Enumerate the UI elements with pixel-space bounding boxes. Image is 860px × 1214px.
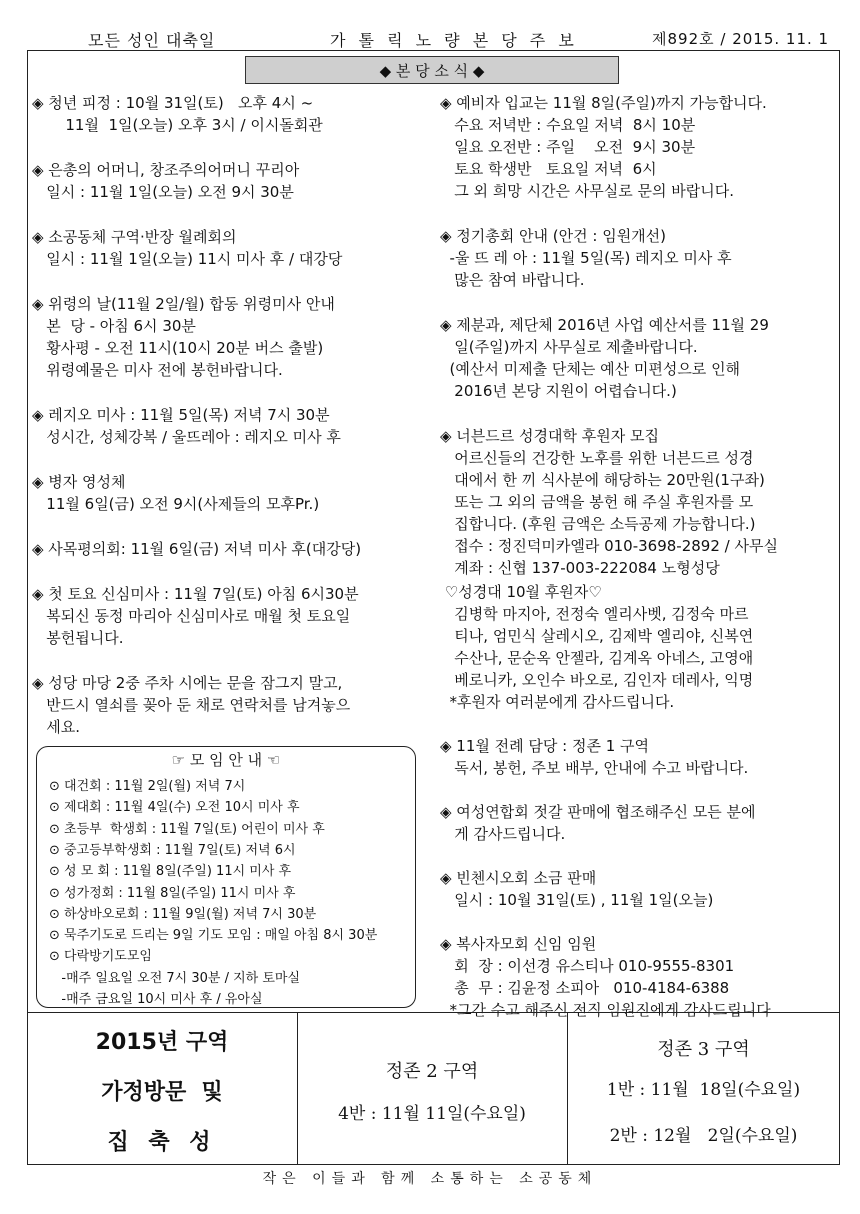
right-item xyxy=(440,225,840,291)
right-line: 수산나, 문순옥 안젤라, 김계옥 아네스, 고영애 xyxy=(440,649,754,667)
district3-schedule-2: 2반 : 12월 2일(수요일) xyxy=(609,1126,798,1146)
meeting-row: ⊙ 다락방기도모임 xyxy=(49,949,152,965)
right-item xyxy=(440,581,840,713)
right-line: ◈ 제분과, 제단체 2016년 사업 예산서를 11월 29 xyxy=(440,316,769,334)
visit-title-line: 집 축 성 xyxy=(107,1130,217,1155)
right-line: ◈ 정기총회 안내 (안건 : 임원개선) xyxy=(440,227,667,245)
district-visit-table xyxy=(27,1012,840,1165)
section-banner: ◆ 본 당 소 식 ◆ xyxy=(245,56,619,84)
right-line: 게 감사드립니다. xyxy=(440,825,566,843)
meeting-row: -매주 일요일 오전 7시 30분 / 지하 토마실 xyxy=(49,970,301,986)
left-line: ◈ 소공동체 구역·반장 월례회의 xyxy=(32,228,237,246)
left-line: ◈ 은총의 어머니, 창조주의어머니 꾸리아 xyxy=(32,161,300,179)
district3-schedule-1: 1반 : 11월 18일(수요일) xyxy=(606,1080,801,1100)
left-item xyxy=(32,293,424,381)
left-line: ◈ 청년 피정 : 10월 31일(토) 오후 4시 ~ xyxy=(32,94,314,112)
right-line: -울 뜨 레 아 : 11월 5일(목) 레지오 미사 후 xyxy=(440,249,732,267)
right-item xyxy=(440,735,840,779)
left-line: 일시 : 11월 1일(오늘) 11시 미사 후 / 대강당 xyxy=(32,250,343,268)
meeting-row: ⊙ 대건회 : 11월 2일(월) 저녁 7시 xyxy=(49,779,246,794)
right-line: 어르신들의 건강한 노후를 위한 너븐드르 성경 xyxy=(440,449,754,467)
left-line: 세요. xyxy=(32,718,81,736)
left-line: 본 당 - 아침 6시 30분 xyxy=(32,317,196,335)
left-item xyxy=(32,404,424,448)
left-item xyxy=(32,538,424,560)
issue-number: 제892호 / 2015. 11. 1 xyxy=(652,30,830,48)
right-line: 접수 : 정진덕미카엘라 010-3698-2892 / 사무실 xyxy=(440,537,778,555)
meeting-row: ⊙ 제대회 : 11월 4일(수) 오전 10시 미사 후 xyxy=(49,800,300,816)
right-line: 대에서 한 끼 식사분에 해당하는 20만원(1구좌) xyxy=(440,471,765,489)
right-line: 2016년 본당 지원이 어렵습니다.) xyxy=(440,382,677,400)
right-item xyxy=(440,867,840,911)
left-item xyxy=(32,92,424,136)
meeting-box xyxy=(36,746,416,1008)
right-column xyxy=(440,92,840,1021)
district2-title: 정존 2 구역 xyxy=(385,1061,479,1082)
left-line: 복되신 동정 마리아 신심미사로 매월 첫 토요일 xyxy=(32,607,351,625)
right-line: ◈ 11월 전례 담당 : 정존 1 구역 xyxy=(440,737,650,755)
meeting-row: ⊙ 성 모 회 : 11월 8일(주일) 11시 미사 후 xyxy=(49,864,292,880)
left-line: ◈ 첫 토요 신심미사 : 11월 7일(토) 아침 6시30분 xyxy=(32,585,359,603)
left-line: 11월 1일(오늘) 오후 3시 / 이시돌회관 xyxy=(32,116,323,134)
right-line: ◈ 여성연합회 젓갈 판매에 협조해주신 모든 분에 xyxy=(440,803,756,821)
left-line: ◈ 병자 영성체 xyxy=(32,473,126,491)
right-line: ◈ 너븐드르 성경대학 후원자 모집 xyxy=(440,427,659,445)
left-column xyxy=(32,92,424,738)
right-line: 수요 저녁반 : 수요일 저녁 8시 10분 xyxy=(440,116,696,134)
left-line: ◈ 위령의 날(11월 2일/월) 합동 위령미사 안내 xyxy=(32,295,335,313)
left-line: ◈ 성당 마당 2중 주차 시에는 문을 잠그지 말고, xyxy=(32,674,343,692)
district2-cell xyxy=(297,1013,568,1164)
right-line: (예산서 미제출 단체는 예산 미편성으로 인해 xyxy=(440,360,741,378)
left-line: 반드시 열쇠를 꽂아 둔 채로 연락처를 남겨놓으 xyxy=(32,696,351,714)
meeting-row: ⊙ 초등부 학생회 : 11월 7일(토) 어린이 미사 후 xyxy=(49,821,325,837)
right-line: ◈ 예비자 입교는 11월 8일(주일)까지 가능합니다. xyxy=(440,94,767,112)
meeting-row: ⊙ 묵주기도로 드리는 9일 기도 모임 : 매일 아침 8시 30분 xyxy=(49,928,378,944)
meeting-row: ⊙ 중고등부학생회 : 11월 7일(토) 저녁 6시 xyxy=(49,842,296,858)
header-left: 모든 성인 대축일 xyxy=(88,31,216,50)
right-line: 회 장 : 이선경 유스티나 010-9555-8301 xyxy=(440,957,735,975)
right-line: 계좌 : 신협 137-003-222084 노형성당 xyxy=(440,559,720,577)
left-line: ◈ 레지오 미사 : 11월 5일(목) 저녁 7시 30분 xyxy=(32,406,330,424)
right-line: 많은 참여 바랍니다. xyxy=(440,271,585,289)
left-line: 일시 : 11월 1일(오늘) 오전 9시 30분 xyxy=(32,183,294,201)
right-line: 티나, 엄민식 살레시오, 김제박 엘리야, 신복연 xyxy=(440,627,754,645)
visit-title-cell xyxy=(27,1013,298,1164)
bulletin-title: 가 톨 릭 노 량 본 당 주 보 xyxy=(330,31,578,50)
right-line: 집합니다. (후원 금액은 소득공제 가능합니다.) xyxy=(440,515,756,533)
right-line: *그간 수고 해주신 전직 임원진에게 감사드립니다 xyxy=(440,1001,771,1019)
left-line: 성시간, 성체강복 / 울뜨레아 : 레지오 미사 후 xyxy=(32,428,341,446)
right-line: ◈ 빈첸시오회 소금 판매 xyxy=(440,869,597,887)
right-item xyxy=(440,425,840,579)
meeting-title: ☞ 모 임 안 내 ☜ xyxy=(171,751,281,769)
left-line: 봉헌됩니다. xyxy=(32,629,124,647)
left-item xyxy=(32,583,424,649)
right-line: ◈ 복사자모회 신임 임원 xyxy=(440,935,597,953)
left-line: 위령예물은 미사 전에 봉헌바랍니다. xyxy=(32,361,283,379)
meeting-row: ⊙ 하상바오로회 : 11월 9일(월) 저녁 7시 30분 xyxy=(49,906,317,922)
left-item xyxy=(32,471,424,515)
right-line: 김병학 마지아, 전정숙 엘리사벳, 김정숙 마르 xyxy=(440,605,749,623)
left-line: 황사평 - 오전 11시(10시 20분 버스 출발) xyxy=(32,339,324,357)
visit-title-line: 2015년 구역 xyxy=(95,1030,229,1055)
footer-motto: 작은 이들과 함께 소통하는 소공동체 xyxy=(262,1171,598,1187)
right-line: ♡성경대 10월 후원자♡ xyxy=(440,583,602,601)
right-line: 베로니카, 오인수 바오로, 김인자 데레사, 익명 xyxy=(440,671,754,689)
right-line: 일시 : 10월 31일(토) , 11월 1일(오늘) xyxy=(440,891,714,909)
right-line: 토요 학생반 토요일 저녁 6시 xyxy=(440,160,657,178)
right-line: 일(주일)까지 사무실로 제출바랍니다. xyxy=(440,338,698,356)
right-item xyxy=(440,801,840,845)
district3-cell xyxy=(567,1013,840,1164)
right-line: 총 무 : 김윤정 소피아 010-4184-6388 xyxy=(440,979,730,997)
right-line: 독서, 봉헌, 주보 배부, 안내에 수고 바랍니다. xyxy=(440,759,749,777)
left-item xyxy=(32,672,424,738)
district2-schedule: 4반 : 11월 11일(수요일) xyxy=(338,1104,526,1124)
left-line: ◈ 사목평의회: 11월 6일(금) 저녁 미사 후(대강당) xyxy=(32,540,362,558)
right-line: 그 외 희망 시간은 사무실로 문의 바랍니다. xyxy=(440,182,735,200)
right-line: 또는 그 외의 금액을 봉헌 해 주실 후원자를 모 xyxy=(440,493,754,511)
left-item xyxy=(32,159,424,203)
meeting-row: ⊙ 성가정회 : 11월 8일(주일) 11시 미사 후 xyxy=(49,885,296,901)
visit-title-line: 가정방문 및 xyxy=(101,1080,223,1105)
left-item xyxy=(32,226,424,270)
right-line: *후원자 여러분에게 감사드립니다. xyxy=(440,693,675,711)
left-line: 11월 6일(금) 오전 9시(사제들의 모후Pr.) xyxy=(32,495,320,513)
right-item xyxy=(440,92,840,202)
right-item xyxy=(440,933,840,1021)
right-line: 일요 오전반 : 주일 오전 9시 30분 xyxy=(440,138,696,156)
right-item xyxy=(440,314,840,402)
meeting-row: -매주 금요일 10시 미사 후 / 유아실 xyxy=(49,992,263,1007)
district3-title: 정존 3 구역 xyxy=(657,1039,750,1060)
